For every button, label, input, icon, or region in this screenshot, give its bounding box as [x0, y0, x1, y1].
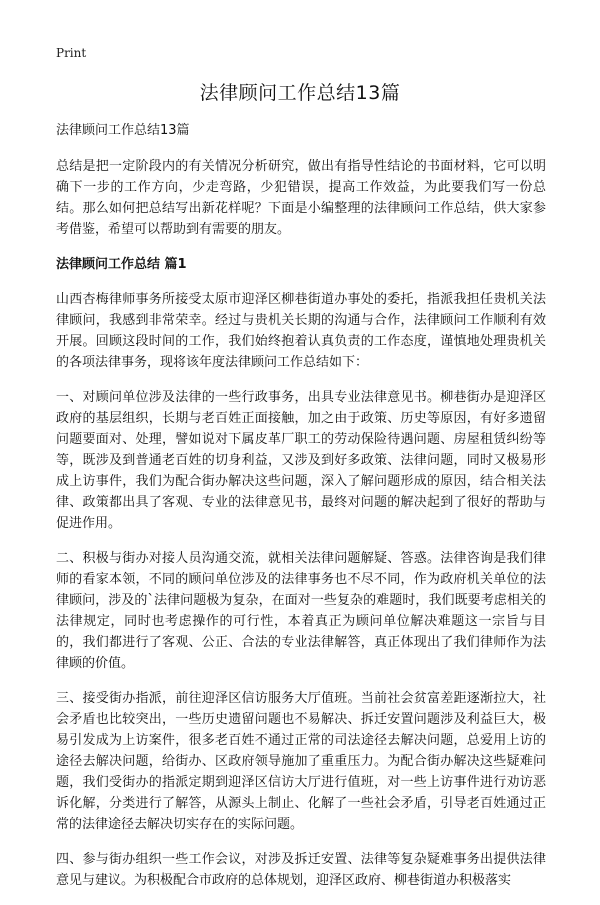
- section-heading: 法律顾问工作总结 篇1: [56, 257, 187, 272]
- intro-paragraph: 总结是把一定阶段内的有关情况分析研究，做出有指导性结论的书面材料，它可以明确下一步的工作方向，少走弯路，少犯错误，提高工作效益，为此要我们写一份总结。那么如何把总结写出新花样呢？下面是小编整理的法律顾问工作总结，供大家参考借鉴，希望可以帮助到有需要的朋友。: [56, 159, 546, 237]
- print-link[interactable]: Print: [56, 46, 87, 60]
- body-paragraph: 四、参与街办组织一些工作会议，对涉及拆迁安置、法律等复杂疑难事务出提供法律意见与建议。为积极配合市政府的总体规划，迎泽区政府、柳巷街道办积极落实: [56, 852, 546, 888]
- document-body: [56, 120, 546, 905]
- body-paragraph: 一、对顾问单位涉及法律的一些行政事务，出具专业法律意见书。柳巷街办是迎泽区政府的基层组织，长期与老百姓正面接触，加之由于政策、历史等原因，有好多遗留问题要面对、处理，譬如说对下属皮革厂职工的劳动保险待遇问题、房屋租赁纠纷等等，既涉及到普通老百姓的切身利益，又涉及到好多政策、法律问题，同时又极易形成上访事件，我们为配合街办解决这些问题，深入了解问题形成的原因，结合相关法律、政策都出具了客观、专业的法律意见书，最终对问题的解决起到了很好的帮助与促进作用。: [56, 390, 546, 531]
- body-paragraph: 三、接受街办指派，前往迎泽区信访服务大厅值班。当前社会贫富差距逐渐拉大，社会矛盾也比较突出，一些历史遗留问题也不易解决、拆迁安置问题涉及利益巨大，极易引发成为上访案件，很多老百姓不通过正常的司法途径去解决问题，总爱用上访的途径去解决问题，给街办、区政府领导施加了重重压力。为配合街办解决这些疑难问题，我们受街办的指派定期到迎泽区信访大厅进行值班，对一些上访事件进行劝访恶诉化解，分类进行了解答，从源头上制止、化解了一些社会矛盾，引导老百姓通过正常的法律途径去解决切实存在的实际问题。: [56, 691, 546, 832]
- body-paragraph: 二、积极与街办对接人员沟通交流，就相关法律问题解疑、答惑。法律咨询是我们律师的看家本领，不同的顾问单位涉及的法律事务也不尽不同，作为政府机关单位的法律顾问，涉及的`法律问题极为复杂，在面对一些复杂的难题时，我们既要考虑相关的法律规定，同时也考虑操作的可行性，本着真正为顾问单位解决难题这一宗旨与目的，我们都进行了客观、公正、合法的专业法律解答，真正体现出了我们律师作为法律顾的价值。: [56, 551, 546, 671]
- body-paragraph: 山西杏梅律师事务所接受太原市迎泽区柳巷街道办事处的委托，指派我担任贵机关法律顾问，我感到非常荣幸。经过与贵机关长期的沟通与合作，法律顾问工作顺利有效开展。回顾这段时间的工作，我们始终抱着认真负责的工作态度，谨慎地处理贵机关的各项法律事务，现将该年度法律顾问工作总结如下：: [56, 292, 546, 370]
- document-title: 法律顾问工作总结13篇: [199, 82, 401, 104]
- document-subtitle: 法律顾问工作总结13篇: [56, 123, 190, 138]
